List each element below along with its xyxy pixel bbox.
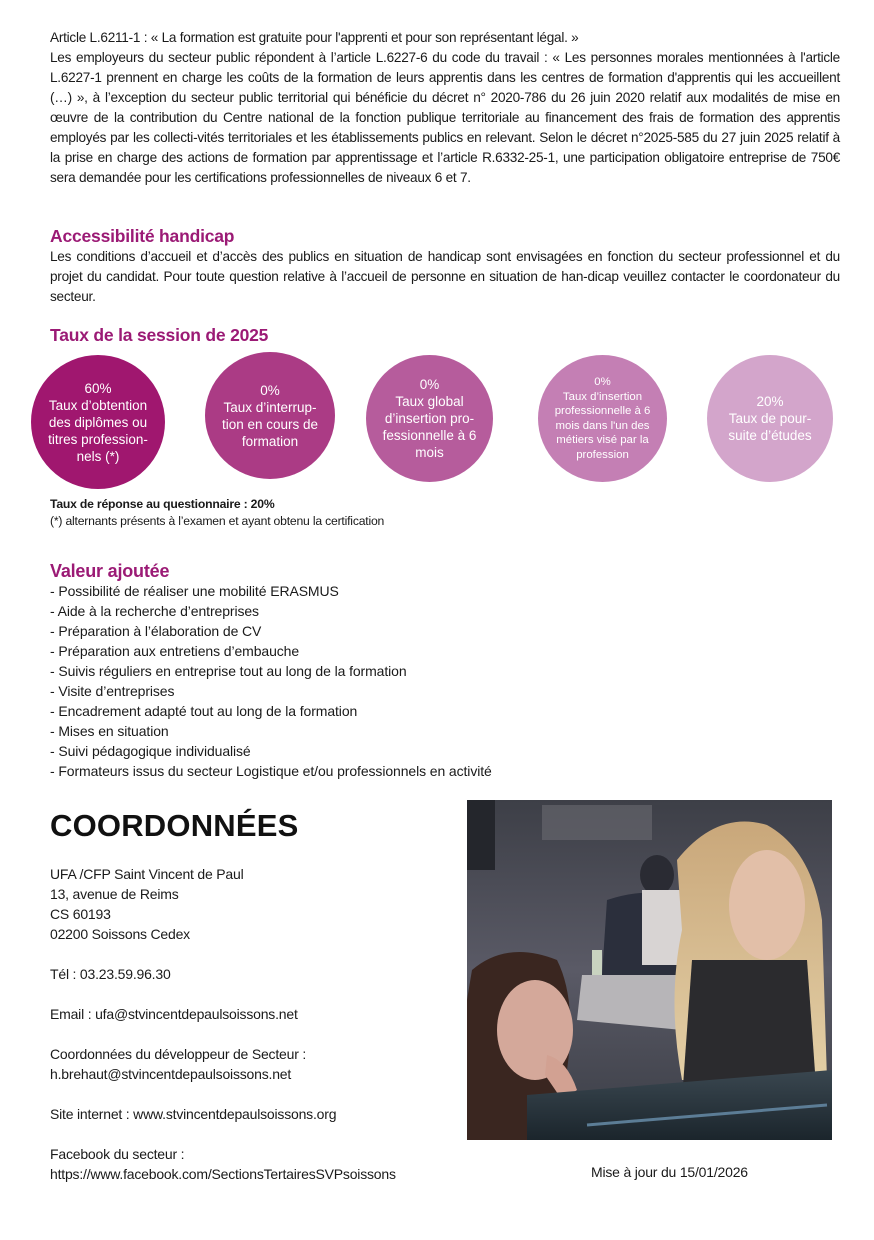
intro-legal-text: [50, 28, 840, 188]
email-link[interactable]: Email : ufa@stvincentdepaulsoissons.net: [50, 1006, 298, 1022]
list-item: - Visite d’entreprises: [50, 683, 175, 699]
rate-value: 0%: [419, 377, 440, 392]
list-item: - Aide à la recherche d’entreprises: [50, 603, 259, 619]
address-line: CS 60193: [50, 906, 111, 922]
list-item: - Mises en situation: [50, 723, 169, 739]
added-value-heading: Valeur ajoutée: [50, 561, 170, 581]
accessibility-heading: Accessibilité handicap: [50, 226, 235, 246]
list-item: - Suivis réguliers en entreprise tout au long de la formation: [50, 663, 407, 679]
photo-illustration: [467, 800, 832, 1140]
rate-value: 20%: [756, 394, 784, 409]
address-block: [50, 864, 396, 944]
rate-circle-trade-insertion: [538, 355, 667, 482]
developer-email-link[interactable]: h.brehaut@stvincentdepaulsoissons.net: [50, 1066, 292, 1082]
accessibility-text: Les conditions d’accueil et d’accès des publics en situation de handicap sont envisagées en fonction du secteur professionnel et du projet du candidat. Pour toute question relative à l’accueil de personne en situation de han-dicap veuillez contacter le coordonateur du secteur.: [50, 249, 840, 304]
list-item: - Préparation à l’élaboration de CV: [50, 623, 262, 639]
contact-title: COORDONNÉES: [50, 808, 299, 843]
list-item: - Formateurs issus du secteur Logistique et/ou professionnels en activité: [50, 763, 492, 779]
list-item: - Encadrement adapté tout au long de la formation: [50, 703, 358, 719]
rate-value: 0%: [260, 382, 280, 398]
rate-label: Taux de pour-suite d’études: [728, 411, 812, 443]
last-updated: Mise à jour du 15/01/2026: [591, 1164, 748, 1180]
address-line: 02200 Soissons Cedex: [50, 926, 190, 942]
rate-label: Taux d’obtention des diplômes ou titres profession-nels (*): [48, 397, 148, 464]
rate-circle-global-insertion: [366, 355, 493, 482]
rates-footnote: (*) alternants présents à l’examen et ayant obtenu la certification: [50, 514, 385, 528]
list-item: - Possibilité de réaliser une mobilité ERASMUS: [50, 583, 339, 599]
rate-label: Taux d’insertion professionnelle à 6 mois dans l'un des métiers visé par la profession: [554, 390, 651, 461]
phone-number: Tél : 03.23.59.96.30: [50, 966, 171, 982]
rate-label: Taux global d’insertion pro-fessionnelle à 6 mois: [382, 394, 477, 460]
developer-label: Coordonnées du développeur de Secteur :: [50, 1046, 307, 1062]
list-item: - Préparation aux entretiens d’embauche: [50, 643, 300, 659]
rates-heading: Taux de la session de 2025: [50, 325, 269, 345]
added-value-list: [50, 581, 492, 781]
response-rate: Taux de réponse au questionnaire : 20%: [50, 497, 275, 511]
rate-value: 60%: [84, 380, 112, 396]
rate-value: 0%: [594, 376, 611, 388]
rate-label: Taux d’interrup-tion en cours de formation: [221, 399, 319, 449]
website-link[interactable]: Site internet : www.stvincentdepaulsoissons.org: [50, 1106, 337, 1122]
contact-details: [50, 864, 396, 1184]
facebook-link[interactable]: https://www.facebook.com/SectionsTertairesSVPsoissons: [50, 1166, 396, 1182]
photo-women-at-computer: [467, 800, 832, 1140]
facebook-label: Facebook du secteur :: [50, 1146, 185, 1162]
intro-paragraph-public-sector: Les employeurs du secteur public répondent à l’article L.6227-6 du code du travail : « Les personnes morales mentionnées à l'article L.6227-1 prennent en charge les coûts de la formation de leurs apprentis dans les centres de formation d'apprentis qui les accueillent (…) », à l’exception du secteur public territorial qui bénéficie du décret n° 2020-786 du 26 juin 2020 relatif aux modalités de mise en œuvre de la contribution du Centre national de la fonction publique territoriale au financement des frais de formation des apprentis employés par les collecti-vités territoriales et les établissements publics en relevant. Selon le décret n°2025-585 du 27 juin 2025 relatif à la prise en charge des actions de formation par apprentissage et l’article R.6332-25-1, une participation obligatoire entreprise de 750€ sera demandée pour les certifications professionnelles de niveaux 6 et 7.: [50, 50, 840, 185]
rate-circle-diploma: [31, 355, 165, 489]
rate-circle-interruption: [205, 352, 335, 479]
address-line: 13, avenue de Reims: [50, 886, 179, 902]
address-line: UFA /CFP Saint Vincent de Paul: [50, 866, 244, 882]
intro-paragraph-article: Article L.6211-1 : « La formation est gratuite pour l'apprenti et pour son représentant légal. »: [50, 30, 579, 45]
rate-circle-further-studies: [707, 355, 833, 482]
list-item: - Suivi pédagogique individualisé: [50, 743, 251, 759]
